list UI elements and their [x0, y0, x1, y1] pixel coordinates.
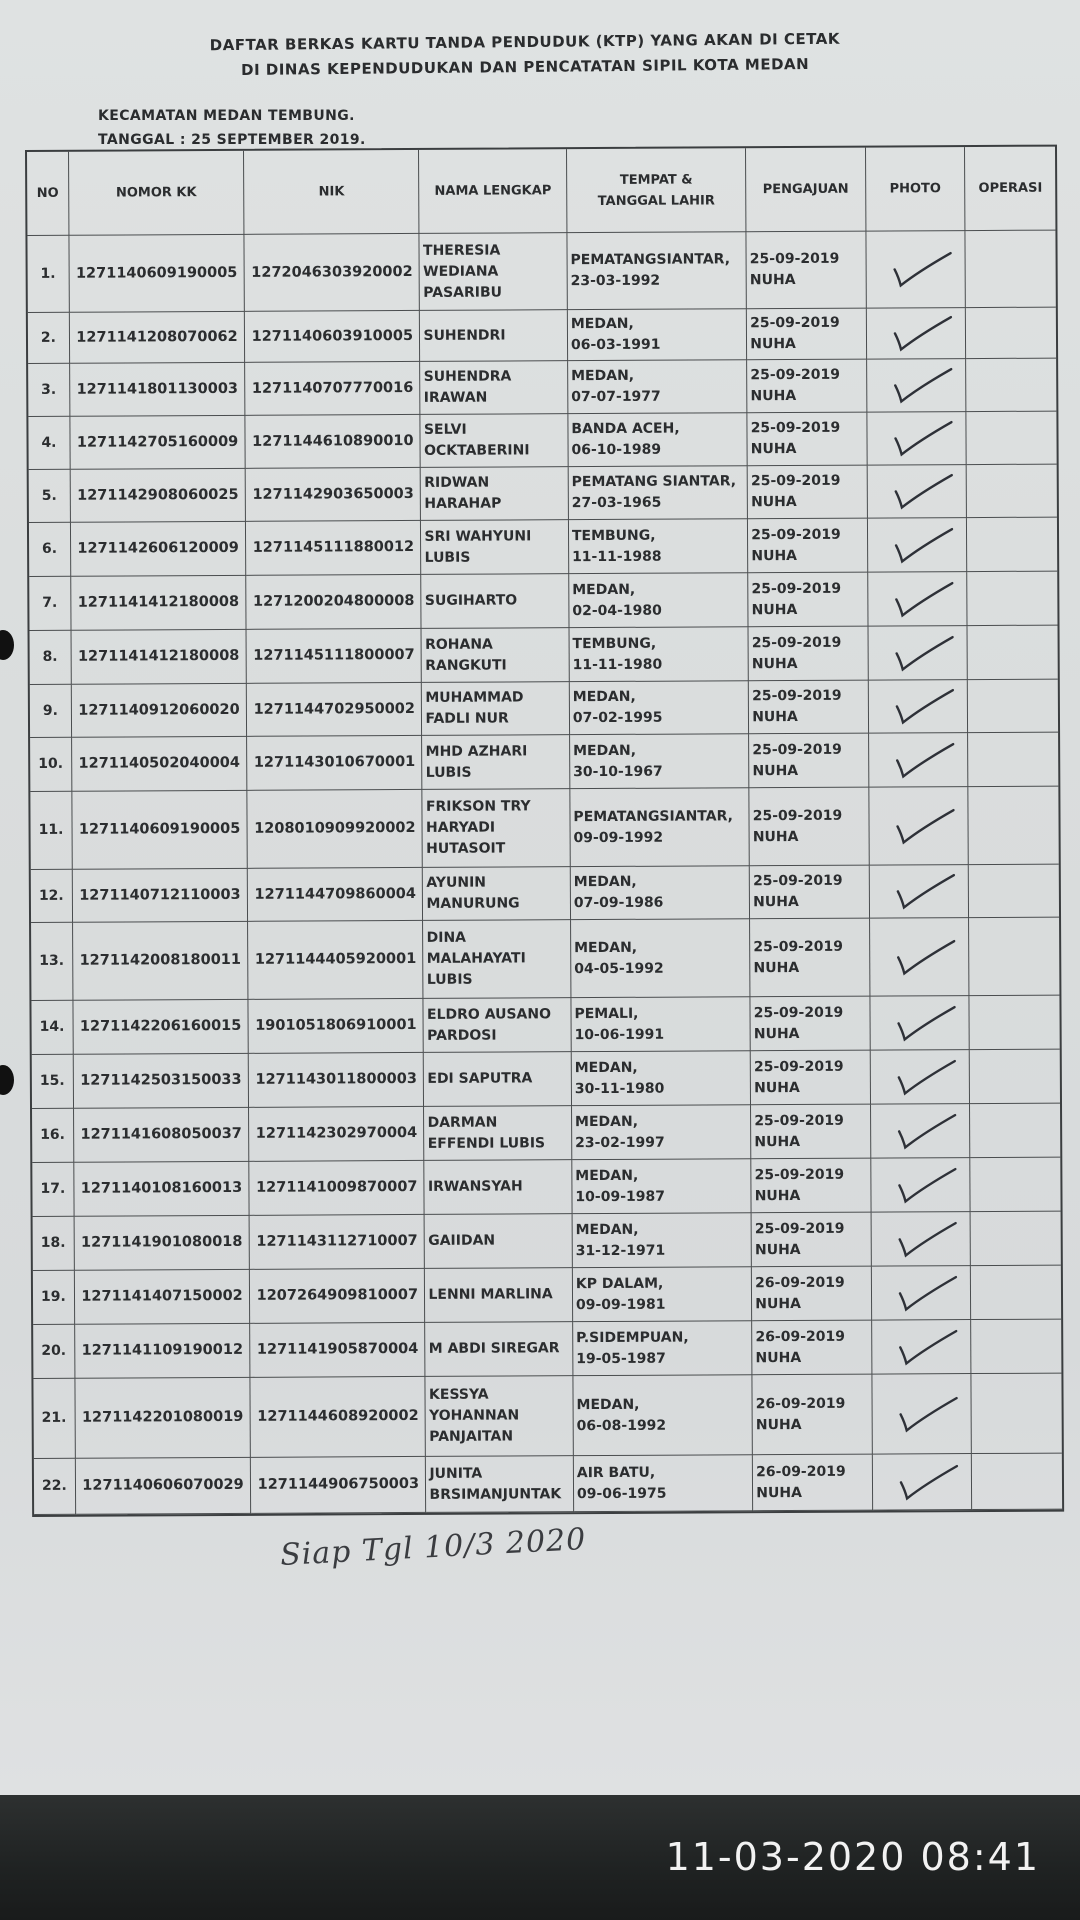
row-photo: [872, 1320, 972, 1375]
checkmark-icon: [894, 1392, 960, 1436]
table-row: [27, 231, 1055, 313]
row-no: 5.: [29, 470, 71, 523]
row-birth-place-date: MEDAN, 07-07-1977: [568, 360, 748, 414]
row-submission: 25-09-2019 NUHA: [751, 1159, 871, 1214]
row-submission: 25-09-2019 NUHA: [748, 413, 868, 467]
table-row: [32, 1158, 1060, 1217]
table-row: [30, 733, 1058, 792]
row-nik: 1271144906750003: [251, 1457, 427, 1514]
row-kk-number: 1271142503150033: [74, 1054, 250, 1109]
row-full-name: SRI WAHYUNI LUBIS: [421, 520, 569, 575]
row-kk-number: 1271140108160013: [74, 1162, 250, 1217]
row-operasi: [967, 465, 1057, 518]
row-nik: 1271142903650003: [246, 468, 422, 522]
row-operasi: [966, 359, 1056, 412]
row-operasi: [969, 787, 1059, 865]
row-operasi: [970, 1050, 1060, 1104]
row-kk-number: 1271141208070062: [70, 312, 246, 364]
header-kk: NOMOR KK: [69, 151, 245, 236]
row-birth-place-date: PEMATANGSIANTAR, 23-03-1992: [567, 232, 747, 310]
checkmark-icon: [889, 416, 955, 460]
row-kk-number: 1271142606120009: [71, 522, 247, 577]
row-kk-number: 1271140606070029: [76, 1458, 252, 1515]
row-no: 15.: [32, 1055, 74, 1109]
row-operasi: [968, 572, 1058, 626]
date-label: TANGGAL : 25 SEPTEMBER 2019.: [98, 132, 366, 148]
row-full-name: ROHANA RANGKUTI: [422, 628, 570, 683]
table-row: [28, 308, 1056, 364]
row-nik: 1271144405920001: [248, 921, 424, 1000]
row-nik: 1271144610890010: [246, 415, 422, 469]
row-submission: 25-09-2019 NUHA: [751, 1051, 871, 1106]
row-photo: [868, 572, 968, 627]
row-photo: [871, 1158, 971, 1213]
checkmark-icon: [892, 935, 958, 979]
row-birth-place-date: PEMATANG SIANTAR, 27-03-1965: [569, 466, 749, 520]
row-kk-number: 1271140912060020: [72, 684, 248, 738]
checkmark-icon: [890, 577, 956, 621]
row-birth-place-date: PEMATANGSIANTAR, 09-09-1992: [570, 788, 750, 867]
row-submission: 25-09-2019 NUHA: [748, 466, 868, 520]
row-kk-number: 1271142705160009: [70, 416, 246, 470]
row-operasi: [970, 1104, 1060, 1158]
row-full-name: SUGIHARTO: [422, 574, 570, 629]
row-photo: [868, 518, 968, 573]
row-nik: 1271144709860004: [248, 868, 424, 922]
row-kk-number: 1271140502040004: [72, 737, 248, 792]
checkmark-icon: [891, 684, 957, 728]
row-birth-place-date: MEDAN, 30-11-1980: [572, 1051, 752, 1106]
row-no: 3.: [28, 364, 70, 417]
table-row: [33, 1212, 1061, 1271]
header-operasi: OPERASI: [965, 147, 1055, 231]
row-photo: [869, 865, 969, 919]
checkmark-icon: [891, 804, 957, 848]
ktp-table: [25, 145, 1064, 1517]
row-kk-number: 1271140712110003: [73, 869, 249, 923]
row-submission: 25-09-2019 NUHA: [750, 788, 870, 867]
table-row: [31, 996, 1059, 1055]
row-birth-place-date: BANDA ACEH, 06-10-1989: [568, 413, 748, 467]
row-operasi: [971, 1266, 1061, 1320]
row-photo: [870, 918, 970, 997]
row-birth-place-date: MEDAN, 23-02-1997: [572, 1105, 752, 1160]
header-lahir: TEMPAT & TANGGAL LAHIR: [567, 148, 747, 233]
title-line-1: DAFTAR BERKAS KARTU TANDA PENDUDUK (KTP) YANG AKAN DI CETAK: [209, 29, 841, 55]
checkmark-icon: [890, 523, 956, 567]
checkmark-icon: [892, 1001, 958, 1045]
row-birth-place-date: MEDAN, 02-04-1980: [569, 573, 749, 628]
row-nik: 1901051806910001: [249, 999, 425, 1054]
row-photo: [869, 787, 969, 866]
row-kk-number: 1271142201080019: [75, 1378, 251, 1459]
row-full-name: IRWANSYAH: [425, 1160, 573, 1215]
checkmark-icon: [893, 1109, 959, 1153]
row-kk-number: 1271141407150002: [75, 1270, 251, 1325]
row-full-name: JUNITA BRSIMANJUNTAK: [426, 1456, 574, 1513]
row-kk-number: 1271140609190005: [72, 791, 248, 870]
row-full-name: KESSYA YOHANNAN PANJAITAN: [426, 1376, 574, 1457]
row-operasi: [971, 1212, 1061, 1266]
checkmark-icon: [894, 1325, 960, 1369]
row-nik: 1271144608920002: [251, 1377, 427, 1458]
row-full-name: SUHENDRI: [420, 310, 568, 362]
header-no: NO: [27, 152, 69, 236]
row-full-name: THERESIA WEDIANA PASARIBU: [420, 233, 568, 311]
row-birth-place-date: MEDAN, 06-08-1992: [573, 1375, 753, 1456]
row-operasi: [972, 1374, 1062, 1454]
row-full-name: ELDRO AUSANO PARDOSI: [424, 998, 572, 1053]
row-birth-place-date: MEDAN, 31-12-1971: [572, 1213, 752, 1268]
checkmark-icon: [891, 738, 957, 782]
row-photo: [866, 231, 966, 309]
row-no: 19.: [33, 1271, 75, 1325]
row-nik: 1271145111800007: [247, 629, 423, 684]
row-nik: 1272046303920002: [245, 234, 421, 312]
row-photo: [867, 412, 967, 466]
kecamatan-label: KECAMATAN MEDAN TEMBUNG.: [98, 108, 355, 124]
header-nama: NAMA LENGKAP: [419, 149, 567, 234]
checkmark-icon: [889, 363, 955, 407]
row-operasi: [968, 626, 1058, 680]
row-submission: 26-09-2019 NUHA: [752, 1321, 872, 1376]
header-nik: NIK: [244, 150, 420, 235]
row-full-name: SUHENDRA IRAWAN: [421, 361, 569, 415]
row-operasi: [971, 1158, 1061, 1212]
row-submission: 25-09-2019 NUHA: [749, 734, 869, 789]
row-full-name: M ABDI SIREGAR: [426, 1322, 574, 1377]
row-nik: 1207264909810007: [250, 1269, 426, 1324]
row-operasi: [966, 308, 1056, 359]
row-full-name: RIDWAN HARAHAP: [421, 467, 569, 521]
row-birth-place-date: TEMBUNG, 11-11-1980: [569, 627, 749, 682]
row-submission: 26-09-2019 NUHA: [752, 1267, 872, 1322]
row-nik: 1208010909920002: [248, 790, 424, 869]
row-kk-number: 1271141412180008: [71, 630, 247, 685]
row-nik: 1271143010670001: [247, 736, 423, 791]
row-submission: 25-09-2019 NUHA: [748, 573, 868, 628]
row-submission: 25-09-2019 NUHA: [752, 1213, 872, 1268]
row-kk-number: 1271141901080018: [74, 1216, 250, 1271]
row-photo: [871, 1212, 971, 1267]
row-operasi: [966, 231, 1056, 308]
row-photo: [869, 680, 969, 734]
row-birth-place-date: MEDAN, 07-02-1995: [570, 681, 750, 735]
checkmark-icon: [889, 311, 955, 355]
row-nik: 1271141905870004: [250, 1323, 426, 1378]
row-birth-place-date: TEMBUNG, 11-11-1988: [569, 519, 749, 574]
checkmark-icon: [895, 1460, 961, 1504]
row-full-name: MUHAMMAD FADLI NUR: [422, 682, 570, 736]
row-photo: [873, 1454, 973, 1511]
row-no: 9.: [30, 685, 72, 738]
row-kk-number: 1271142008180011: [73, 922, 249, 1001]
row-full-name: GAIIDAN: [425, 1214, 573, 1269]
row-no: 6.: [29, 523, 71, 577]
row-submission: 25-09-2019 NUHA: [749, 681, 869, 735]
row-operasi: [968, 680, 1058, 733]
row-no: 18.: [33, 1217, 75, 1271]
row-no: 2.: [28, 313, 70, 364]
row-full-name: MHD AZHARI LUBIS: [423, 735, 571, 790]
table-row: [30, 626, 1058, 685]
row-no: 21.: [33, 1379, 75, 1459]
table-row: [33, 1266, 1061, 1325]
row-photo: [870, 1050, 970, 1105]
row-birth-place-date: MEDAN, 07-09-1986: [571, 866, 751, 920]
row-full-name: DINA MALAHAYATI LUBIS: [424, 920, 572, 999]
row-submission: 25-09-2019 NUHA: [747, 360, 867, 414]
row-birth-place-date: MEDAN, 04-05-1992: [571, 919, 751, 998]
row-nik: 1271143011800003: [249, 1053, 425, 1108]
row-nik: 1271143112710007: [250, 1215, 426, 1270]
row-photo: [868, 626, 968, 681]
row-birth-place-date: MEDAN, 06-03-1991: [568, 309, 748, 361]
document-title: [100, 26, 950, 85]
table-row: [32, 1050, 1060, 1109]
row-photo: [869, 733, 969, 788]
row-no: 22.: [34, 1459, 76, 1515]
row-nik: 1271140707770016: [245, 362, 421, 416]
row-nik: 1271144702950002: [247, 683, 423, 737]
row-no: 10.: [30, 738, 72, 792]
row-submission: 25-09-2019 NUHA: [749, 627, 869, 682]
table-row: [31, 865, 1059, 923]
row-photo: [867, 308, 967, 360]
row-submission: 25-09-2019 NUHA: [750, 866, 870, 920]
row-photo: [871, 1104, 971, 1159]
row-birth-place-date: PEMALI, 10-06-1991: [571, 997, 751, 1052]
row-photo: [872, 1266, 972, 1321]
checkmark-icon: [893, 1163, 959, 1207]
row-operasi: [970, 996, 1060, 1050]
row-birth-place-date: KP DALAM, 09-09-1981: [573, 1267, 753, 1322]
row-photo: [870, 996, 970, 1051]
checkmark-icon: [892, 1055, 958, 1099]
header-pengajuan: PENGAJUAN: [746, 148, 866, 233]
header-photo: PHOTO: [866, 147, 966, 232]
row-operasi: [967, 412, 1057, 465]
table-row: [29, 518, 1057, 577]
row-submission: 25-09-2019 NUHA: [747, 309, 867, 361]
row-no: 16.: [32, 1109, 74, 1163]
table-row: [30, 680, 1058, 738]
row-operasi: [969, 918, 1059, 996]
row-kk-number: 1271141109190012: [75, 1324, 251, 1379]
row-birth-place-date: MEDAN, 30-10-1967: [570, 734, 750, 789]
table-row: [31, 918, 1059, 1001]
checkmark-icon: [894, 1271, 960, 1315]
table-row: [33, 1374, 1061, 1459]
table-row: [28, 412, 1056, 470]
row-submission: 26-09-2019 NUHA: [753, 1375, 873, 1456]
row-operasi: [967, 518, 1057, 572]
row-full-name: FRIKSON TRY HARYADI HUTASOIT: [423, 789, 571, 868]
row-nik: 1271145111880012: [246, 521, 422, 576]
checkmark-icon: [889, 469, 955, 513]
row-photo: [867, 359, 967, 413]
checkmark-icon: [892, 869, 958, 913]
row-kk-number: 1271140609190005: [69, 235, 245, 313]
title-line-2: DI DINAS KEPENDUDUKAN DAN PENCATATAN SIPIL KOTA MEDAN: [241, 55, 810, 79]
row-operasi: [972, 1454, 1062, 1510]
row-kk-number: 1271141412180008: [71, 576, 247, 631]
row-no: 8.: [30, 631, 72, 685]
row-no: 12.: [31, 870, 73, 923]
row-full-name: AYUNIN MANURUNG: [423, 867, 571, 921]
row-no: 11.: [30, 792, 72, 870]
row-kk-number: 1271141801130003: [70, 363, 246, 417]
table-row: [28, 359, 1056, 417]
row-no: 13.: [31, 923, 73, 1001]
row-kk-number: 1271141608050037: [74, 1108, 250, 1163]
row-full-name: LENNI MARLINA: [425, 1268, 573, 1323]
row-nik: 1271200204800008: [246, 575, 422, 630]
camera-timestamp: 11-03-2020 08:41: [665, 1835, 1040, 1879]
table-row: [34, 1454, 1062, 1515]
row-operasi: [971, 1320, 1061, 1374]
checkmark-icon: [888, 247, 954, 291]
row-no: 14.: [31, 1001, 73, 1055]
row-submission: 25-09-2019 NUHA: [747, 232, 867, 310]
row-birth-place-date: MEDAN, 10-09-1987: [572, 1159, 752, 1214]
row-full-name: EDI SAPUTRA: [424, 1052, 572, 1107]
table-row: [29, 572, 1057, 631]
row-nik: 1271141009870007: [249, 1161, 425, 1216]
row-full-name: DARMAN EFFENDI LUBIS: [425, 1106, 573, 1161]
handwritten-note: Siap Tgl 10/3 2020: [279, 1522, 588, 1573]
row-photo: [867, 465, 967, 519]
table-header-row: [27, 147, 1055, 236]
row-no: 4.: [28, 417, 70, 470]
row-submission: 25-09-2019 NUHA: [750, 919, 870, 998]
row-full-name: SELVI OCKTABERINI: [421, 414, 569, 468]
row-submission: 26-09-2019 NUHA: [753, 1455, 873, 1512]
row-no: 20.: [33, 1325, 75, 1379]
row-birth-place-date: AIR BATU, 09-06-1975: [574, 1455, 754, 1512]
table-row: [30, 787, 1058, 870]
table-row: [32, 1104, 1060, 1163]
table-row: [29, 465, 1057, 523]
row-submission: 25-09-2019 NUHA: [751, 1105, 871, 1160]
row-submission: 25-09-2019 NUHA: [748, 519, 868, 574]
row-operasi: [969, 865, 1059, 918]
row-submission: 25-09-2019 NUHA: [751, 997, 871, 1052]
row-photo: [872, 1374, 972, 1455]
row-kk-number: 1271142908060025: [71, 469, 247, 523]
row-birth-place-date: P.SIDEMPUAN, 19-05-1987: [573, 1321, 753, 1376]
row-nik: 1271140603910005: [245, 311, 421, 363]
table-row: [33, 1320, 1061, 1379]
row-no: 7.: [29, 577, 71, 631]
checkmark-icon: [890, 631, 956, 675]
checkmark-icon: [893, 1217, 959, 1261]
row-operasi: [968, 733, 1058, 787]
row-nik: 1271142302970004: [249, 1107, 425, 1162]
row-no: 1.: [27, 236, 69, 313]
row-kk-number: 1271142206160015: [73, 1000, 249, 1055]
row-no: 17.: [32, 1163, 74, 1217]
document-meta: [98, 104, 366, 152]
